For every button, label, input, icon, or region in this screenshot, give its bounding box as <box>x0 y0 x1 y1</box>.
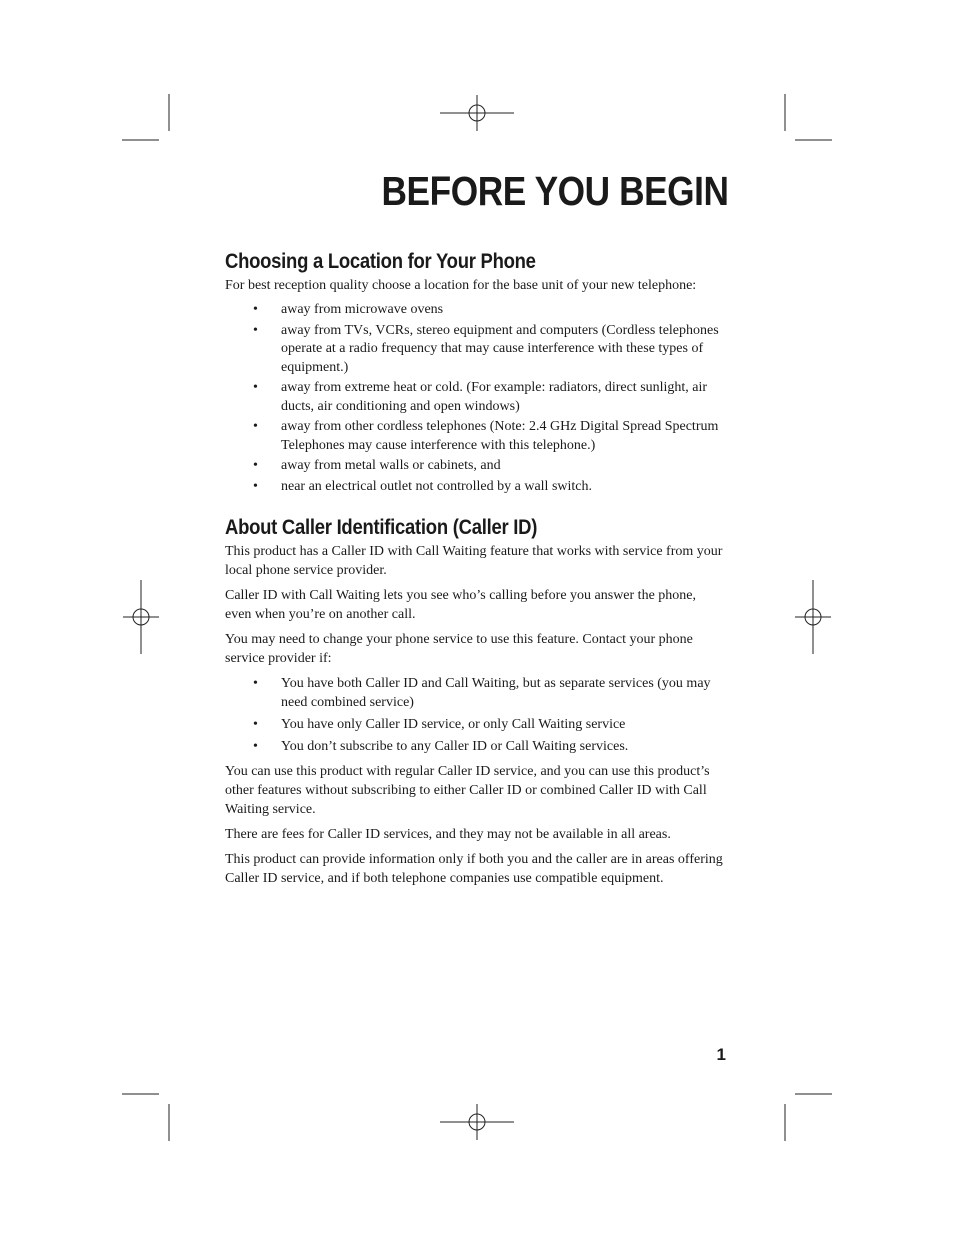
list-item: • You have both Caller ID and Call Waiting, but as separate services (you may need combined service) <box>225 674 725 712</box>
list-item: • away from TVs, VCRs, stereo equipment and computers (Cordless telephones operate at a radio frequency that may cause interference with these types of equipment.) <box>225 322 725 378</box>
section-location <box>225 250 725 496</box>
list-item: • away from other cordless telephones (Note: 2.4 GHz Digital Spread Spectrum Telephones may cause interference with this telephone.) <box>225 418 725 455</box>
list-item: • away from microwave ovens <box>225 301 725 320</box>
section-caller-id <box>225 516 725 888</box>
paragraph: For best reception quality choose a location for the base unit of your new telephone: <box>225 278 697 293</box>
paragraph: This product has a Caller ID with Call Waiting feature that works with service from your local phone service provider. <box>225 544 723 578</box>
paragraph: This product can provide information only if both you and the caller are in areas offering Caller ID service, and if both telephone companies use compatible equipment. <box>225 852 723 886</box>
list-item: • You have only Caller ID service, or only Call Waiting service <box>225 715 725 734</box>
paragraph: You can use this product with regular Caller ID service, and you can use this product’s other features without subscribing to either Caller ID or combined Caller ID with Call Waiting service. <box>225 764 710 817</box>
paragraph: Caller ID with Call Waiting lets you see who’s calling before you answer the phone, even when you’re on another call. <box>225 588 697 622</box>
bullet-list <box>225 301 725 496</box>
paragraph: There are fees for Caller ID services, and they may not be available in all areas. <box>225 827 671 842</box>
list-item: • You don’t subscribe to any Caller ID or Call Waiting services. <box>225 737 725 756</box>
page-number: 1 <box>716 1045 726 1064</box>
section-heading: Choosing a Location for Your Phone <box>225 250 536 273</box>
main-content <box>225 250 725 894</box>
section-heading: About Caller Identification (Caller ID) <box>225 516 538 539</box>
paragraph: You may need to change your phone service to use this feature. Contact your phone service provider if: <box>225 632 693 666</box>
list-item: • away from metal walls or cabinets, and <box>225 457 725 476</box>
bullet-list <box>225 674 725 756</box>
page-title: BEFORE YOU BEGIN <box>381 168 729 214</box>
list-item: • away from extreme heat or cold. (For example: radiators, direct sunlight, air ducts, air conditioning and open windows) <box>225 379 725 416</box>
list-item: • near an electrical outlet not controlled by a wall switch. <box>225 478 725 497</box>
